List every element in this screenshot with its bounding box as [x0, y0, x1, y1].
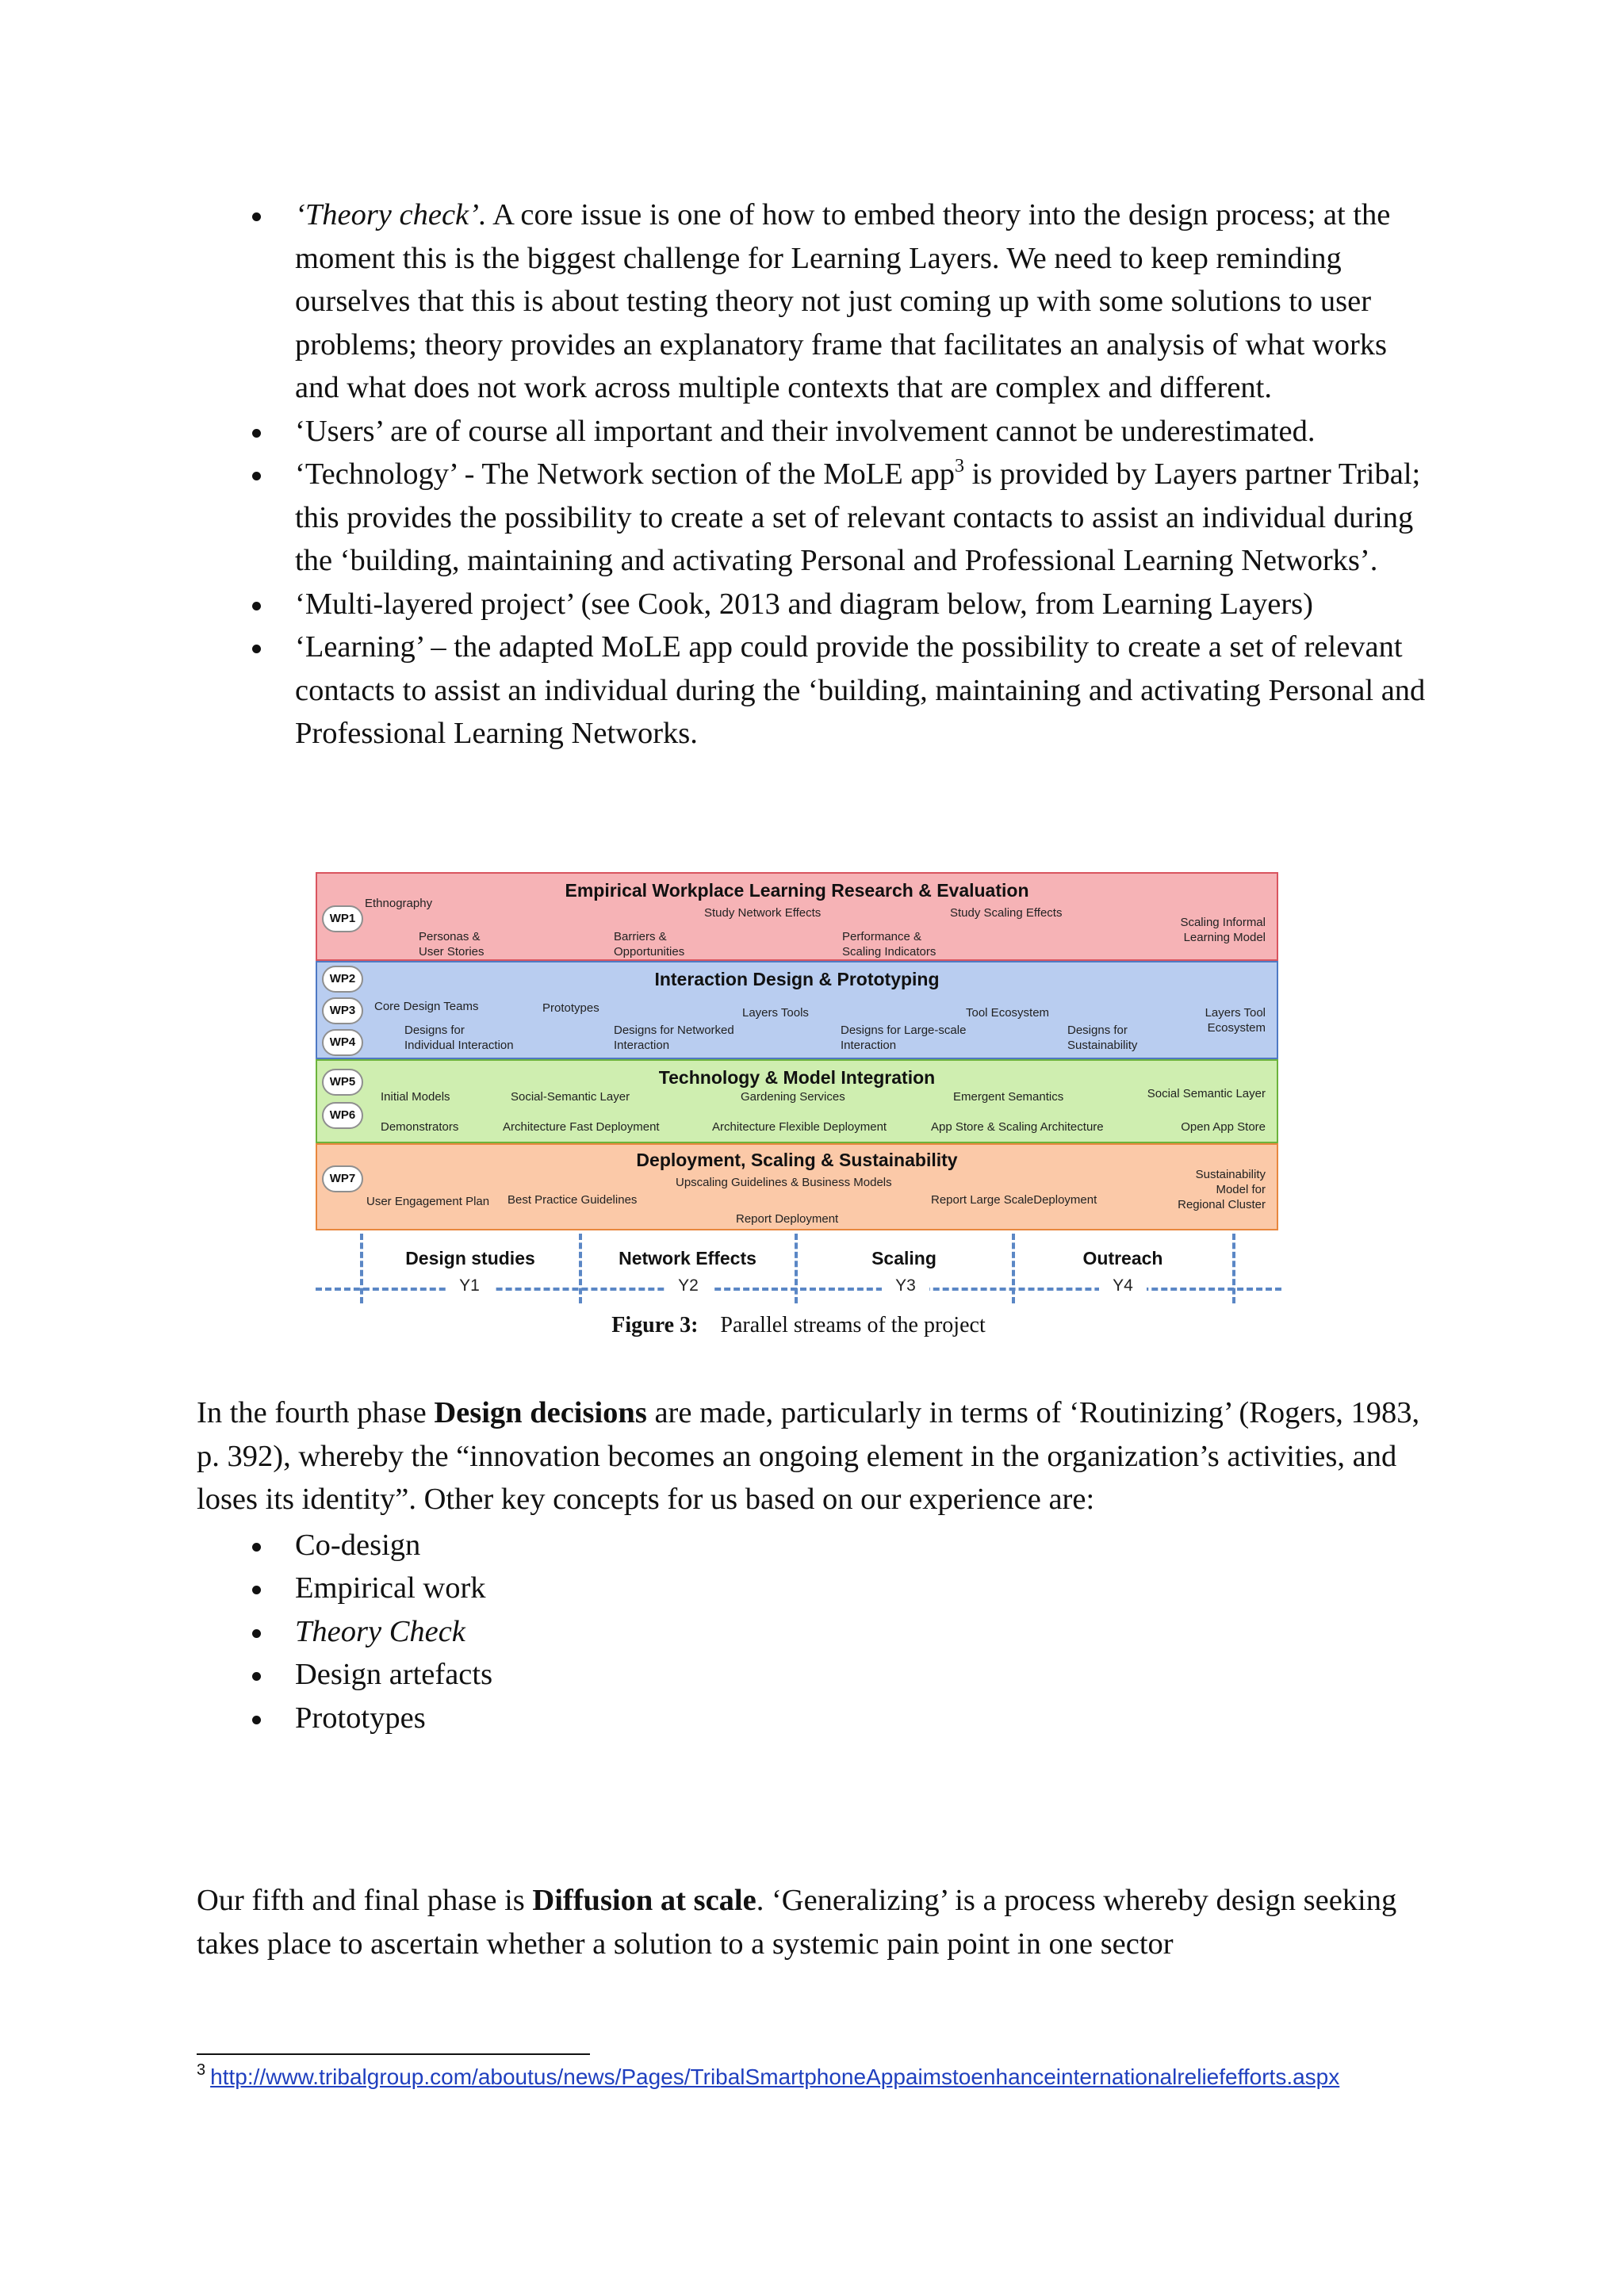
- phase-label: Network Effects: [619, 1248, 756, 1269]
- concept-item: [197, 1653, 1434, 1697]
- label-ethnography: Ethnography: [365, 897, 433, 910]
- concept-item: [197, 1610, 1434, 1654]
- label-sustainability-model: Sustainability Model for Regional Cluster: [1178, 1168, 1266, 1211]
- bullet-dot: [252, 472, 261, 480]
- band-title: Technology & Model Integration: [658, 1067, 936, 1088]
- footnote-link[interactable]: http://www.tribalgroup.com/aboutus/news/Pages/TribalSmartphoneAppaimstoenhanceinternationalreliefefforts.aspx: [210, 2064, 1340, 2089]
- caption-text: Parallel streams of the project: [720, 1313, 986, 1337]
- bullet-text: A core issue is one of how to embed theory into the design process; at the moment this is the biggest challenge for Learning Layers. We need to keep reminding ourselves that this is about testing theory not just coming up with some solutions to user problems; theory provides an explanatory frame that facilitates an analysis of what works and what does not work across multiple contexts that are complex and different.: [295, 198, 1391, 404]
- bullet-theory-check: [197, 193, 1434, 410]
- band-title: Interaction Design & Prototyping: [654, 969, 940, 989]
- bullet-dot: [252, 1716, 261, 1724]
- wp-badge: WP2: [322, 966, 363, 993]
- bullet-text: ‘Learning’ – the adapted MoLE app could provide the possibility to create a set of relevant contacts to assist an individual during the ‘building, maintaining and activating Personal and Professional Learning Networks.: [295, 630, 1426, 750]
- label-layers-tool-ecosystem: Layers Tool Ecosystem: [1205, 1006, 1266, 1035]
- concept-text: Empirical work: [295, 1571, 486, 1605]
- design-decisions-section: [197, 1391, 1434, 1739]
- wp-badge: WP5: [322, 1069, 363, 1096]
- label-initial-models: Initial Models: [381, 1090, 450, 1104]
- bullet-dot: [252, 429, 261, 438]
- label-scaling-informal: Scaling Informal Learning Model: [1180, 916, 1266, 944]
- concept-item: [197, 1567, 1434, 1610]
- concept-text: Design artefacts: [295, 1658, 493, 1691]
- label-app-store: App Store & Scaling Architecture: [931, 1120, 1104, 1134]
- year-label: Y4: [1099, 1276, 1147, 1295]
- bullet-text: ‘Technology’ - The Network section of the MoLE app: [295, 457, 955, 491]
- label-arch-fast: Architecture Fast Deployment: [503, 1120, 660, 1134]
- bullet-text: ‘Users’ are of course all important and their involvement cannot be underestimated.: [295, 414, 1316, 448]
- concept-list: [197, 1524, 1434, 1740]
- label-designs-networked: Designs for Networked Interaction: [614, 1024, 734, 1052]
- bold-term: Diffusion at scale: [532, 1884, 756, 1917]
- label-layers-tools: Layers Tools: [742, 1006, 809, 1020]
- bold-term: Design decisions: [434, 1396, 647, 1429]
- label-barriers: Barriers & Opportunities: [614, 930, 685, 959]
- concept-text: Prototypes: [295, 1701, 426, 1735]
- bullet-lead: ‘Theory check’.: [295, 198, 487, 232]
- caption-label: Figure 3:: [611, 1313, 699, 1337]
- year-label: Y1: [446, 1276, 493, 1295]
- figure-caption: [316, 1313, 1281, 1338]
- bullet-learning: [197, 626, 1434, 756]
- label-open-app-store: Open App Store: [1181, 1120, 1266, 1134]
- label-prototypes: Prototypes: [542, 1001, 599, 1015]
- wp-badge: WP7: [322, 1165, 363, 1192]
- paragraph-diffusion: [197, 1879, 1434, 1965]
- bullet-multi-layered: [197, 583, 1434, 626]
- phase-label: Scaling: [871, 1248, 936, 1269]
- concept-text: Co-design: [295, 1528, 421, 1562]
- band-interaction: [316, 961, 1278, 1059]
- label-best-practice: Best Practice Guidelines: [508, 1193, 638, 1207]
- label-emergent: Emergent Semantics: [953, 1090, 1064, 1104]
- bullet-dot: [252, 645, 261, 653]
- wp-badge: WP1: [322, 905, 363, 932]
- label-report-large: Report Large ScaleDeployment: [931, 1193, 1097, 1207]
- band-title: Empirical Workplace Learning Research & Evaluation: [565, 880, 1029, 901]
- bullet-text-cont: is provided by Layers partner Tribal; this provides the possibility to create a set of relevant contacts to assist an individual during the ‘building, maintaining and activating Personal and Professional Learning Networks’.: [295, 457, 1421, 577]
- label-report-deployment: Report Deployment: [736, 1212, 839, 1226]
- concept-item: [197, 1524, 1434, 1567]
- band-empirical: [316, 872, 1278, 961]
- diffusion-section: [197, 1879, 1434, 1965]
- label-performance: Performance & Scaling Indicators: [842, 930, 936, 959]
- label-user-engagement: User Engagement Plan: [366, 1195, 490, 1208]
- text-run: are made, particularly in terms of ‘Routinizing’ (Rogers, 1983, p. 392), whereby the “innovation becomes an ongoing element in the organization’s activities, and loses its identity”. Other key concepts for us based on our experience are:: [197, 1396, 1420, 1516]
- bullet-dot: [252, 1543, 261, 1552]
- text-run: Our fifth and final phase is: [197, 1884, 533, 1917]
- label-gardening: Gardening Services: [741, 1090, 845, 1104]
- bullet-dot: [252, 1672, 261, 1681]
- bullet-dot: [252, 1586, 261, 1594]
- band-deployment: [316, 1143, 1278, 1230]
- phase-label: Design studies: [405, 1248, 535, 1269]
- band-technology: [316, 1059, 1278, 1143]
- label-personas: Personas & User Stories: [419, 930, 485, 959]
- band-title: Deployment, Scaling & Sustainability: [636, 1150, 958, 1170]
- bullet-technology: [197, 453, 1434, 583]
- label-tool-ecosystem: Tool Ecosystem: [966, 1006, 1050, 1020]
- wp-badge: WP6: [322, 1102, 363, 1129]
- wp-badge: WP4: [322, 1029, 363, 1056]
- paragraph-design-decisions: [197, 1391, 1434, 1521]
- bullet-text: ‘Multi-layered project’ (see Cook, 2013 and diagram below, from Learning Layers): [295, 587, 1313, 621]
- concept-item: [197, 1697, 1434, 1740]
- label-study-scaling: Study Scaling Effects: [950, 906, 1063, 920]
- bullet-dot: [252, 602, 261, 610]
- label-designs-individual: Designs for Individual Interaction: [404, 1024, 514, 1052]
- year-label: Y3: [882, 1276, 929, 1295]
- text-run: In the fourth phase: [197, 1396, 435, 1429]
- figure-parallel-streams: [316, 872, 1281, 1348]
- bullet-dot: [252, 212, 261, 221]
- label-study-network: Study Network Effects: [704, 906, 822, 920]
- top-bullet-list: [197, 193, 1434, 756]
- phase-label: Outreach: [1082, 1248, 1163, 1269]
- footnote: [197, 2061, 1340, 2090]
- footnote-marker: 3: [197, 2061, 206, 2079]
- label-designs-large: Designs for Large-scale Interaction: [841, 1024, 967, 1052]
- label-designs-sustain: Designs for Sustainability: [1067, 1024, 1138, 1052]
- concept-text: Theory Check: [295, 1614, 465, 1648]
- label-core-design: Core Design Teams: [374, 1000, 479, 1013]
- label-demonstrators: Demonstrators: [381, 1120, 459, 1134]
- footnote-rule: [197, 2053, 590, 2055]
- label-social-semantic: Social-Semantic Layer: [511, 1090, 630, 1104]
- wp-badge: WP3: [322, 997, 363, 1024]
- text-run: . ‘Generalizing’ is a process whereby design seeking takes place to ascertain whether a solution to a systemic pain point in one sector: [197, 1884, 1397, 1961]
- timeline-divider: [1232, 1234, 1235, 1303]
- year-label: Y2: [665, 1276, 712, 1295]
- label-arch-flex: Architecture Flexible Deployment: [712, 1120, 887, 1134]
- footnote-ref[interactable]: 3: [954, 456, 964, 476]
- label-social-semantic-layer: Social Semantic Layer: [1147, 1087, 1266, 1100]
- label-upscaling: Upscaling Guidelines & Business Models: [676, 1176, 892, 1189]
- bullet-users: [197, 410, 1434, 453]
- bullet-dot: [252, 1629, 261, 1638]
